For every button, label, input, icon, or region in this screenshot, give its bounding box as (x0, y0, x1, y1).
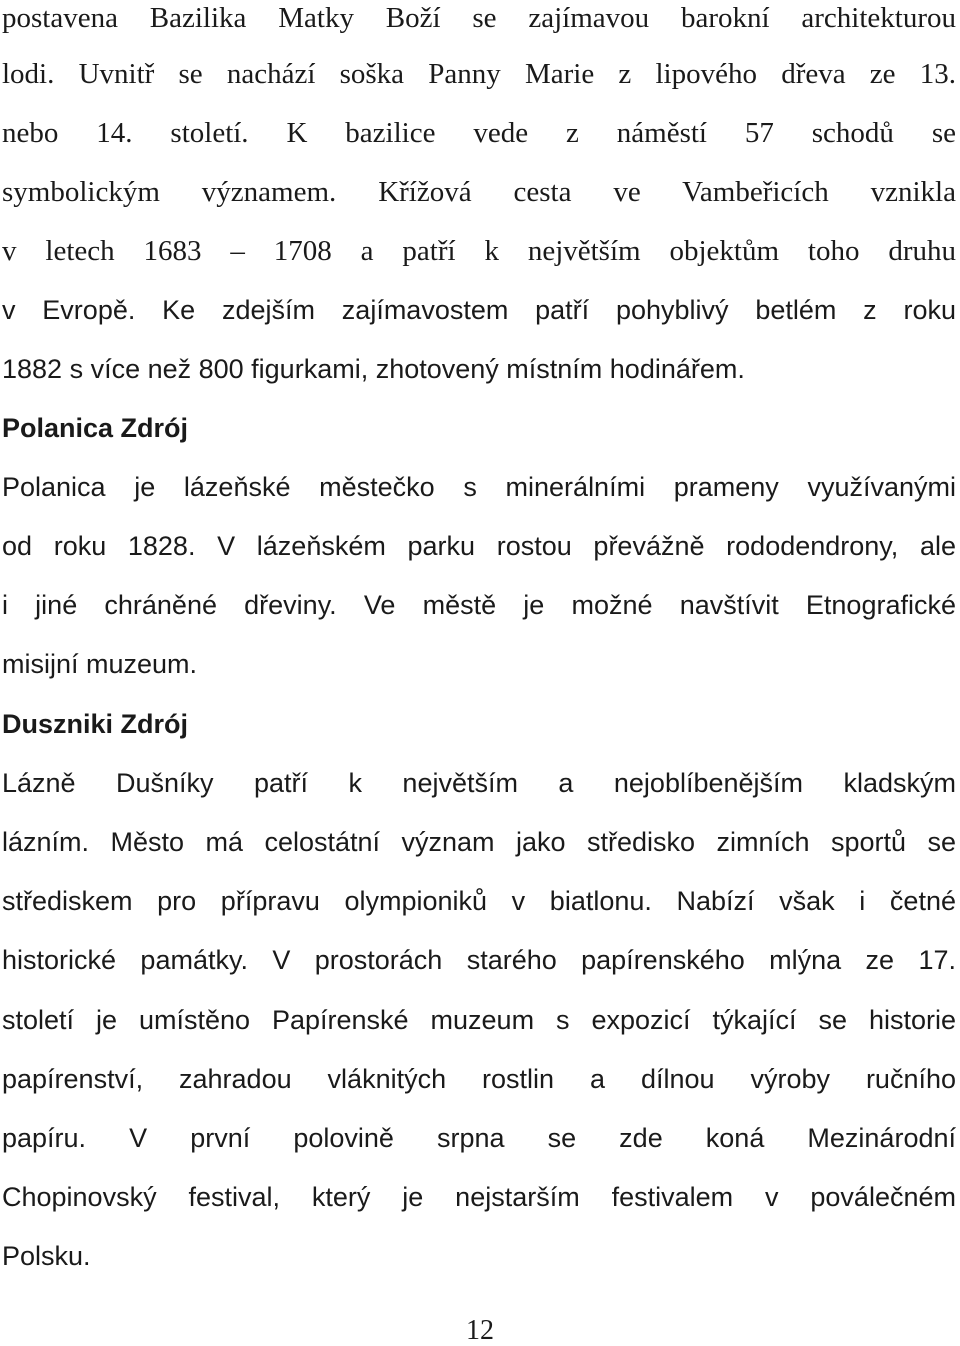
paragraph-line: Polanica je lázeňské městečko s minerálními prameny využívanými (2, 472, 956, 502)
paragraph-line: papíru. V první polovině srpna se zde koná Mezinárodní (2, 1123, 956, 1153)
paragraph-line: v Evropě. Ke zdejším zajímavostem patří pohyblivý betlém z roku (2, 295, 956, 325)
paragraph-line: nebo 14. století. K bazilice vede z náměstí 57 schodů se (2, 117, 956, 149)
paragraph-line: i jiné chráněné dřeviny. Ve městě je možné navštívit Etnografické (2, 590, 956, 620)
paragraph-line: století je umístěno Papírenské muzeum s expozicí týkající se historie (2, 1005, 956, 1035)
paragraph-line: Chopinovský festival, který je nejstarším festivalem v poválečném (2, 1182, 956, 1212)
paragraph-line: Lázně Dušníky patří k největším a nejoblíbenějším kladským (2, 768, 956, 798)
section-heading: Polanica Zdrój (2, 413, 189, 443)
paragraph-line: postavena Bazilika Matky Boží se zajímavou barokní architekturou (2, 2, 956, 34)
paragraph-line: papírenství, zahradou vláknitých rostlin a dílnou výroby ručního (2, 1064, 956, 1094)
paragraph-line: Polsku. (2, 1241, 91, 1271)
paragraph-line: historické památky. V prostorách starého papírenského mlýna ze 17. (2, 945, 956, 975)
paragraph-line: misijní muzeum. (2, 649, 198, 679)
paragraph-line: lázním. Město má celostátní význam jako středisko zimních sportů se (2, 827, 956, 857)
paragraph-line: symbolickým významem. Křížová cesta ve Vambeřicích vznikla (2, 176, 956, 208)
paragraph-line: v letech 1683 – 1708 a patří k největším objektům toho druhu (2, 235, 956, 267)
paragraph-line: 1882 s více než 800 figurkami, zhotovený místním hodinářem. (2, 354, 745, 384)
paragraph-line: lodi. Uvnitř se nachází soška Panny Marie z lipového dřeva ze 13. (2, 58, 956, 90)
section-heading: Duszniki Zdrój (2, 709, 189, 739)
paragraph-line: střediskem pro přípravu olympioniků v biatlonu. Nabízí však i četné (2, 886, 956, 916)
page-number: 12 (466, 1315, 494, 1346)
paragraph-line: od roku 1828. V lázeňském parku rostou převážně rododendrony, ale (2, 531, 956, 561)
